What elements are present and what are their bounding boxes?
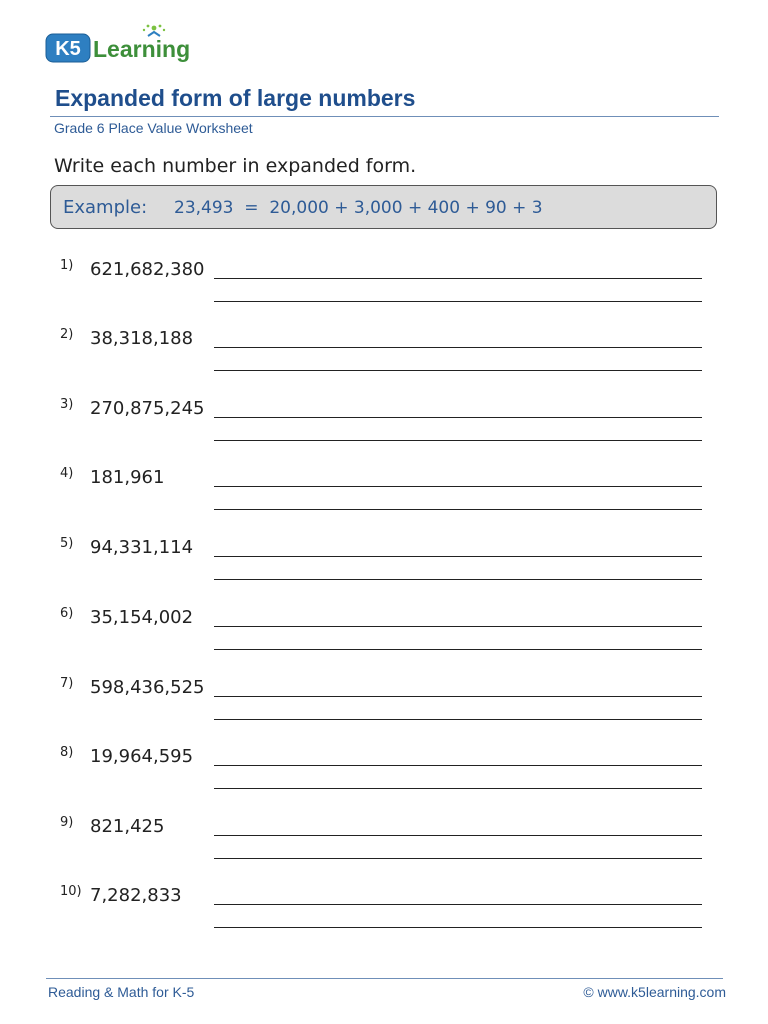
answer-line-1[interactable] [214,278,702,279]
problem-9 [0,815,768,865]
answer-line-1[interactable] [214,486,702,487]
k5-learning-logo [44,22,204,66]
answer-line-2[interactable] [214,579,702,580]
answer-line-1[interactable] [214,765,702,766]
page-subtitle: Grade 6 Place Value Worksheet [54,120,253,136]
footer-website-link[interactable]: © www.k5learning.com [583,984,726,1000]
instruction-text: Write each number in expanded form. [54,155,417,177]
problem-value: 7,282,833 [90,885,182,906]
problem-value: 621,682,380 [90,259,205,280]
logo-badge-text: K5 [55,38,81,60]
title-divider [50,116,719,117]
problem-5 [0,536,768,586]
problem-value: 35,154,002 [90,607,194,628]
problem-number: 4) [60,466,74,481]
logo-figure-icon [143,25,165,36]
problem-2 [0,327,768,377]
problem-value: 270,875,245 [90,398,205,419]
answer-line-2[interactable] [214,858,702,859]
problem-value: 821,425 [90,816,165,837]
answer-line-1[interactable] [214,835,702,836]
problem-value: 38,318,188 [90,328,194,349]
problem-number: 9) [60,815,74,830]
answer-line-1[interactable] [214,556,702,557]
answer-line-2[interactable] [214,509,702,510]
answer-line-2[interactable] [214,649,702,650]
footer-divider [46,978,723,979]
problem-8 [0,745,768,795]
answer-line-2[interactable] [214,301,702,302]
problem-value: 19,964,595 [90,746,194,767]
problem-7 [0,676,768,726]
answer-line-1[interactable] [214,347,702,348]
problem-number: 7) [60,676,74,691]
problem-10 [0,884,768,934]
footer-tagline: Reading & Math for K-5 [48,984,195,1000]
example-label: Example: [63,197,148,218]
problem-number: 2) [60,327,74,342]
problem-number: 1) [60,258,74,273]
problem-number: 10) [60,884,82,899]
answer-line-2[interactable] [214,370,702,371]
example-box [50,185,717,229]
answer-line-2[interactable] [214,719,702,720]
answer-line-2[interactable] [214,440,702,441]
problem-3 [0,397,768,447]
answer-line-1[interactable] [214,417,702,418]
page-title: Expanded form of large numbers [55,85,416,111]
problem-number: 3) [60,397,74,412]
problem-1 [0,258,768,308]
problem-value: 94,331,114 [90,537,194,558]
example-equation: 23,493 = 20,000 + 3,000 + 400 + 90 + 3 [174,198,543,218]
answer-line-1[interactable] [214,904,702,905]
problem-number: 6) [60,606,74,621]
problem-4 [0,466,768,516]
problem-value: 598,436,525 [90,677,205,698]
answer-line-1[interactable] [214,696,702,697]
problem-value: 181,961 [90,467,165,488]
problem-number: 5) [60,536,74,551]
answer-line-2[interactable] [214,788,702,789]
logo-word-text: Learning [93,36,191,62]
problem-number: 8) [60,745,74,760]
problem-6 [0,606,768,656]
answer-line-1[interactable] [214,626,702,627]
logo-graphic [44,22,204,66]
answer-line-2[interactable] [214,927,702,928]
